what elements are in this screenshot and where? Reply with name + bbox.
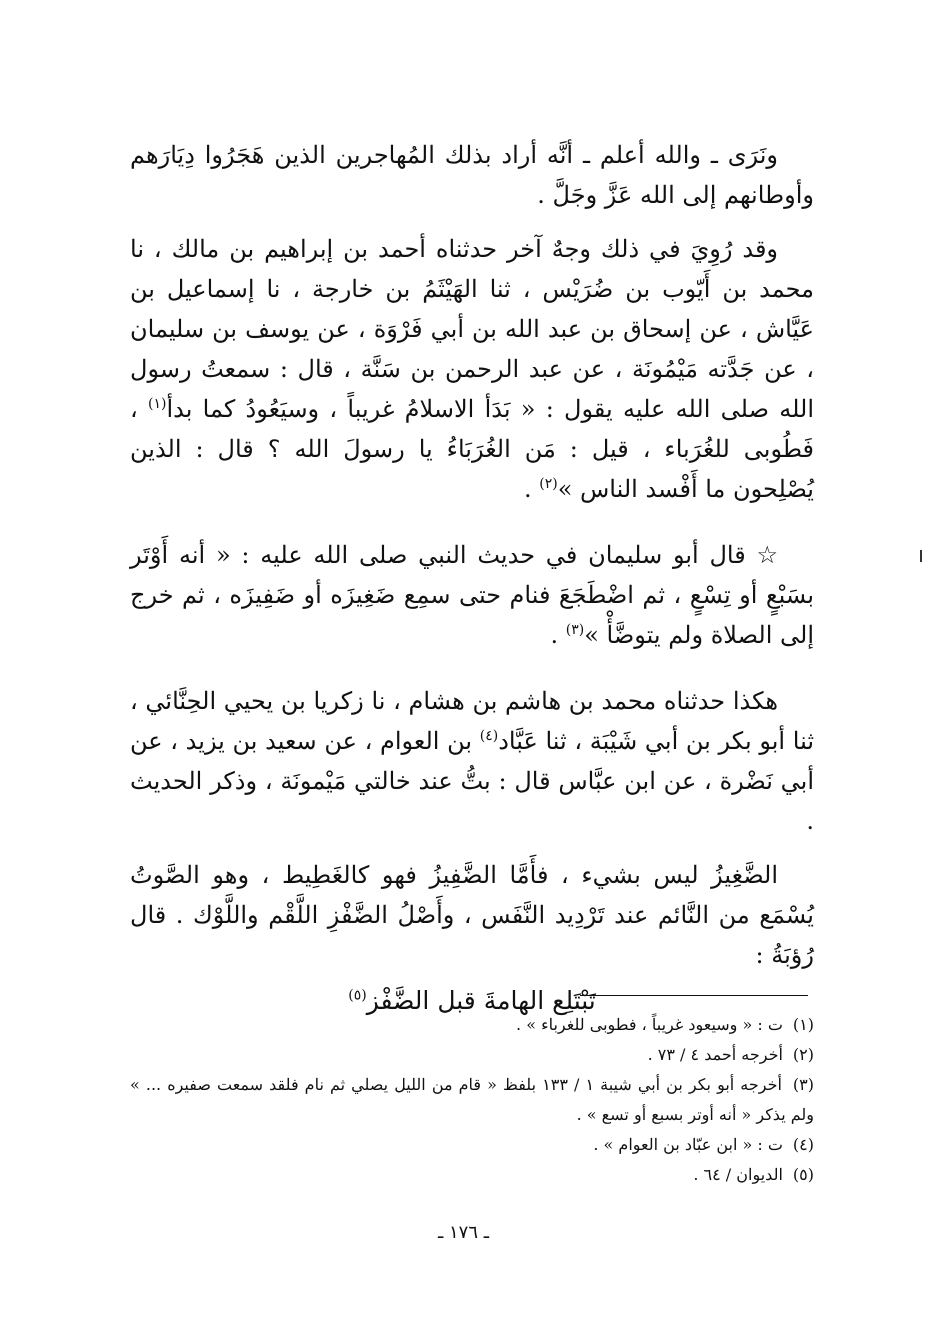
footnote-5 xyxy=(130,1160,814,1190)
paragraph-text: هكذا حدثناه محمد بن هاشم بن هشام ، نا زكريا بن يحيي الحِنَّائي ، ثنا أبو بكر بن أبي شَيْبَة ، ثنا عَبَّاد xyxy=(130,687,814,755)
paragraph-dafiz-explanation xyxy=(130,855,814,975)
footnote-text: أخرجه أبو بكر بن أبي شيبة ١ / ١٣٣ بلفظ « قام من الليل يصلي ثم نام فلقد سمعت صفيره ... » ولم يذكر « أنه أوتر بسبع أو تسع » . xyxy=(130,1075,814,1124)
paragraph-witr-hadith: ☆ قال أبو سليمان في حديث النبي صلى الله عليه : « أنه أَوْتَر بسَبْعٍ أو تِسْعٍ ، ثم اضْطَجَعَ فنام حتى سمِع ضَغِيزَه أو ضَفِيزَه ، ثم خرج إلى الصلاة ولم يتوضَّأْ »$^{(٣)}$ . xyxy=(130,541,814,649)
paragraph-text: ☆ قال أبو سليمان في حديث النبي صلى الله عليه : « أنه أَوْتَر بسَبْعٍ أو تِسْعٍ ، ثم اضْطَجَعَ فنام حتى سمِع ضَغِيزَه أو ضَفِيزَه ، ثم خرج إلى الصلاة ولم يتوضَّأْ » xyxy=(130,541,814,649)
paragraph-text: بن العوام ، عن سعيد بن يزيد ، عن أبي نَضْرة ، عن ابن عبَّاس قال : بتُّ عند خالتي مَيْمونَة ، وذكر الحديث . xyxy=(130,727,814,835)
margin-mark xyxy=(920,550,922,562)
page-number: ـ ١٧٦ ـ xyxy=(437,1222,489,1243)
footnote-text: ت : « ابن عبّاد بن العوام » . xyxy=(593,1135,783,1154)
footnote-4 xyxy=(130,1130,814,1160)
main-text xyxy=(130,135,814,1021)
footnote-3 xyxy=(130,1070,814,1130)
footnote-text: ت : « وسيعود غريباً ، فطوبى للغرباء » . xyxy=(516,1015,783,1034)
footnote-ref: (٣) xyxy=(565,622,585,638)
footnote-ref: (١) xyxy=(148,396,167,412)
footnote-number: (١) xyxy=(792,1015,814,1034)
verse-text: تَبْتَلِع الهامةَ قبل الضَّفْز xyxy=(366,986,596,1015)
footnote-number: (٣) xyxy=(792,1075,815,1094)
paragraph-hadith-ghuraba: وقد رُوِيَ في ذلك وجهٌ آخر حدثناه أحمد بن إبراهيم بن مالك ، نا محمد بن أَيّوب بن ضُرَيْس ، ثنا الهَيْثَمُ بن خارجة ، نا إسماعيل بن عَيَّاش ، عن إسحاق بن عبد الله بن أبي فَرْوَة ، عن يوسف بن سليمان ، عن جَدَّته مَيْمُونَة ، عن عبد الرحمن بن سَنَّة ، قال : سمعتُ رسول الله صلى الله عليه يقول : « بَدَأ الاسلامُ غريباً ، وسيَعُودُ كما بدأ$^{(١)}$ ، فَطُوبى للغُرَباء ، قيل : مَن الغُرَبَاءُ يا رسولَ الله ؟ قال : الذين يُصْلِحون ما أَفْسد الناس »$^{(٢)}$ . xyxy=(130,235,814,503)
footnote-number: (٤) xyxy=(792,1135,814,1154)
paragraph-text: ، فَطُوبى للغُرَباء ، قيل : مَن الغُرَبَاءُ يا رسولَ الله ؟ قال : الذين يُصْلِحون ما أَفْسد الناس » xyxy=(130,395,814,503)
paragraph-text: الضَّغِيزُ ليس بشيء ، فأَمَّا الضَّفِيزُ فهو كالغَطِيط ، وهو الصَّوتُ يُسْمَع من النَّائم عند تَرْدِيد النَّفَس ، وأَصْلُ الضَّفْزِ اللَّقْم واللَّوْك . قال رُؤبَةُ : xyxy=(130,861,814,969)
footnote-text: الديوان / ٦٤ . xyxy=(693,1165,783,1184)
footnote-1 xyxy=(130,1010,814,1040)
paragraph-text: وقد رُوِيَ في ذلك وجهٌ آخر حدثناه أحمد بن إبراهيم بن مالك ، نا محمد بن أَيّوب بن ضُرَيْس ، ثنا الهَيْثَمُ بن خارجة ، نا إسماعيل بن عَيَّاش ، عن إسحاق بن عبد الله بن أبي فَرْوَة ، عن يوسف بن سليمان ، عن جَدَّته مَيْمُونَة ، عن عبد الرحمن بن سَنَّة ، قال : سمعتُ رسول الله صلى الله عليه يقول : « بَدَأ الاسلامُ غريباً ، وسيَعُودُ كما بدأ xyxy=(130,235,814,423)
footnote-ref: (٢) xyxy=(539,476,558,492)
paragraph-text: ونَرَى ـ والله أعلم ـ أنَّه أراد بذلك المُهاجرين الذين هَجَرُوا دِيَارَهم وأوطانهم إلى الله عَزَّ وجَلَّ . xyxy=(130,141,814,209)
footnote-2 xyxy=(130,1040,814,1070)
footnote-number: (٥) xyxy=(792,1165,814,1184)
footnote-ref: (٥) xyxy=(348,987,367,1004)
paragraph-muhajirin xyxy=(130,135,814,215)
footnote-number: (٢) xyxy=(792,1045,814,1064)
footnote-separator xyxy=(580,995,808,996)
footnote-ref: (٤) xyxy=(479,728,499,744)
footnotes xyxy=(130,1010,814,1190)
paragraph-isnad xyxy=(130,681,814,841)
footnote-text: أخرجه أحمد ٤ / ٧٣ . xyxy=(647,1045,783,1064)
